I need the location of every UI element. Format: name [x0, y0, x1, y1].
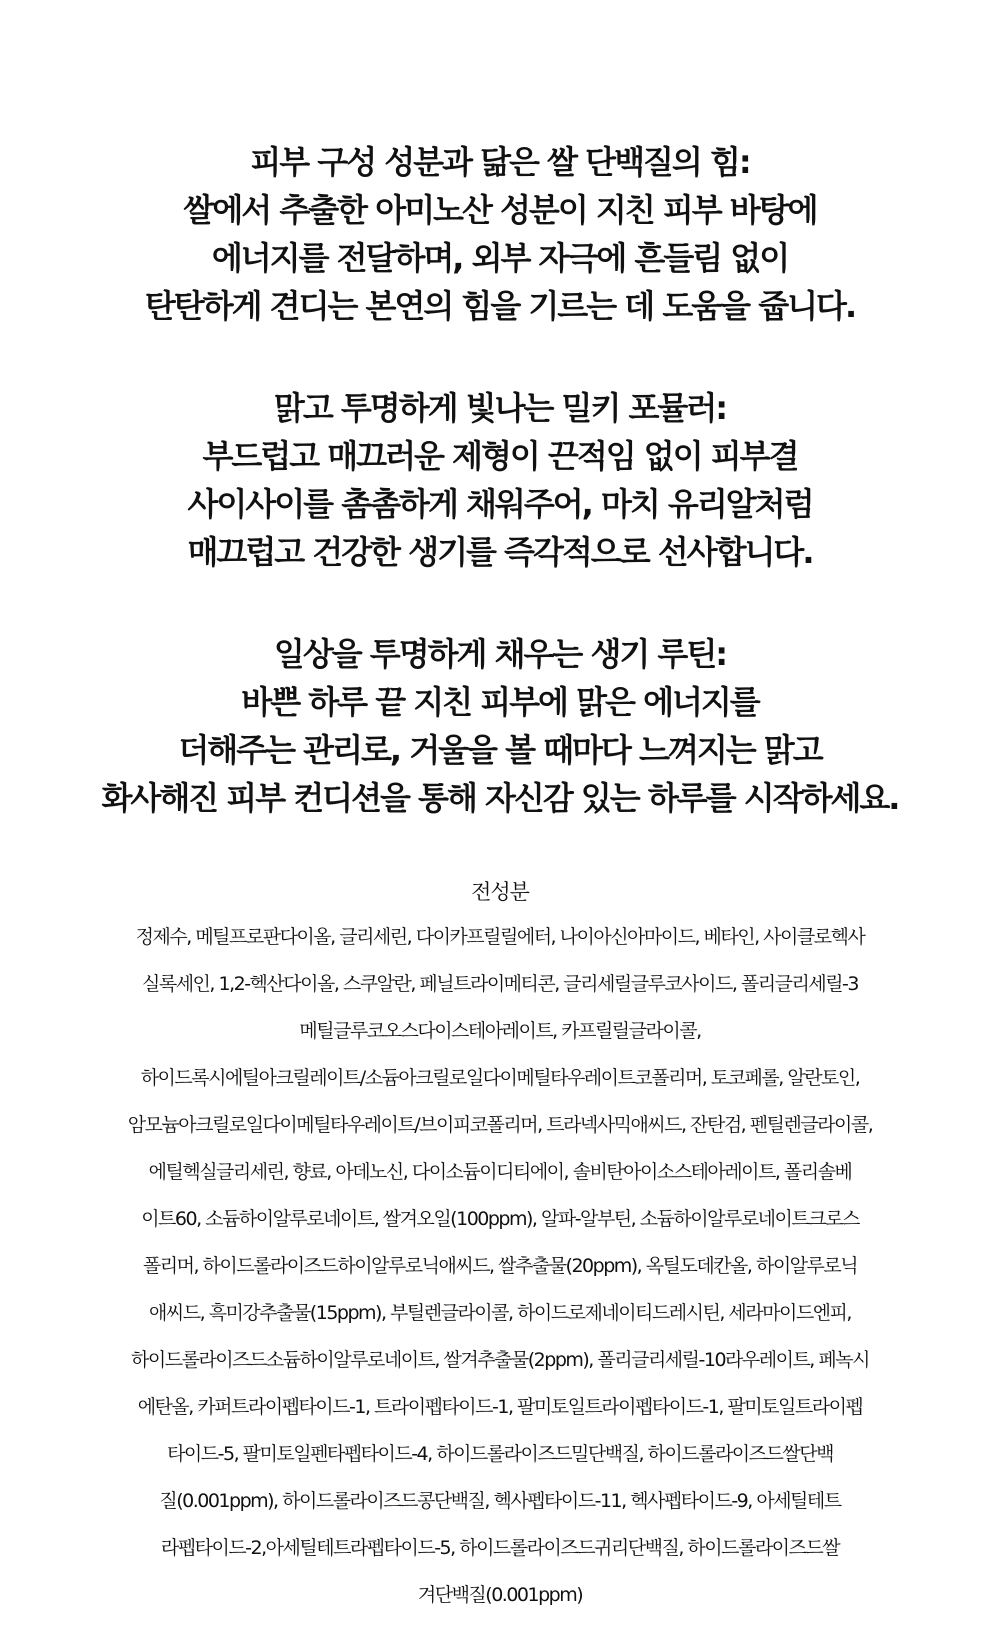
- ingredients-line: 실록세인, 1,2-헥산다이올, 스쿠알란, 페닐트라이메티콘, 글리세릴글루코사이드, 폴리글리세릴-3: [141, 973, 858, 995]
- ingredients-list: [40, 914, 960, 1619]
- ingredients-title: 전성분: [471, 880, 529, 904]
- description-line: 사이사이를 촘촘하게 채워주어, 마치 유리알처럼: [187, 485, 813, 523]
- product-description: [0, 138, 1000, 876]
- description-line: 피부 구성 성분과 닮은 쌀 단백질의 힘:: [250, 143, 750, 181]
- description-line: 매끄럽고 건강한 생기를 즉각적으로 선사합니다.: [187, 533, 813, 571]
- ingredients-section: [40, 876, 960, 1619]
- ingredients-line: 라펩타이드-2,아세틸테트라펩타이드-5, 하이드롤라이즈드귀리단백질, 하이드롤라이즈드쌀: [160, 1537, 840, 1559]
- ingredients-line: 애씨드, 흑미강추출물(15ppm), 부틸렌글라이콜, 하이드로제네이티드레시틴, 세라마이드엔피,: [149, 1302, 851, 1324]
- ingredients-line: 정제수, 메틸프로판다이올, 글리세린, 다이카프릴릴에터, 나이아신아마이드, 베타인, 사이클로헥사: [135, 926, 865, 948]
- description-paragraph-protein: [0, 138, 1000, 330]
- ingredients-line: 겨단백질(0.001ppm): [417, 1584, 583, 1606]
- description-paragraph-routine: [0, 630, 1000, 822]
- description-paragraph-formula: [0, 384, 1000, 576]
- description-line: 쌀에서 추출한 아미노산 성분이 지친 피부 바탕에: [183, 191, 817, 229]
- description-line: 부드럽고 매끄러운 제형이 끈적임 없이 피부결: [202, 437, 798, 475]
- description-line: 더해주는 관리로, 거울을 볼 때마다 느껴지는 맑고: [178, 731, 822, 769]
- ingredients-line: 에탄올, 카퍼트라이펩타이드-1, 트라이펩타이드-1, 팔미토일트라이펩타이드-1, 팔미토일트라이펩: [137, 1396, 863, 1418]
- ingredients-line: 질(0.001ppm), 하이드롤라이즈드콩단백질, 헥사펩타이드-11, 헥사펩타이드-9, 아세틸테트: [159, 1490, 841, 1512]
- description-line: 화사해진 피부 컨디션을 통해 자신감 있는 하루를 시작하세요.: [101, 779, 899, 817]
- ingredients-line: 암모늄아크릴로일다이메틸타우레이트/브이피코폴리머, 트라넥사믹애씨드, 잔탄검, 펜틸렌글라이콜,: [127, 1114, 873, 1136]
- description-line: 에너지를 전달하며, 외부 자극에 흔들림 없이: [211, 239, 789, 277]
- description-line: 맑고 투명하게 빛나는 밀키 포뮬러:: [273, 389, 727, 427]
- ingredients-line: 폴리머, 하이드롤라이즈드하이알루로닉애씨드, 쌀추출물(20ppm), 옥틸도데칸올, 하이알루로닉: [142, 1255, 858, 1277]
- ingredients-line: 타이드-5, 팔미토일펜타펩타이드-4, 하이드롤라이즈드밀단백질, 하이드롤라이즈드쌀단백: [167, 1443, 833, 1465]
- description-line: 탄탄하게 견디는 본연의 힘을 기르는 데 도움을 줍니다.: [144, 287, 856, 325]
- description-line: 일상을 투명하게 채우는 생기 루틴:: [273, 635, 727, 673]
- ingredients-line: 하이드롤라이즈드소듐하이알루로네이트, 쌀겨추출물(2ppm), 폴리글리세릴-10라우레이트, 페녹시: [131, 1349, 869, 1371]
- ingredients-line: 메틸글루코오스다이스테아레이트, 카프릴릴글라이콜,: [299, 1020, 701, 1042]
- description-line: 바쁜 하루 끝 지친 피부에 맑은 에너지를: [241, 683, 759, 721]
- ingredients-line: 하이드록시에틸아크릴레이트/소듐아크릴로일다이메틸타우레이트코폴리머, 토코페롤, 알란토인,: [140, 1067, 860, 1089]
- ingredients-line: 에틸헥실글리세린, 향료, 아데노신, 다이소듐이디티에이, 솔비탄아이소스테아레이트, 폴리솔베: [148, 1161, 852, 1183]
- ingredients-line: 이트60, 소듐하이알루로네이트, 쌀겨오일(100ppm), 알파-알부틴, 소듐하이알루로네이트크로스: [141, 1208, 859, 1230]
